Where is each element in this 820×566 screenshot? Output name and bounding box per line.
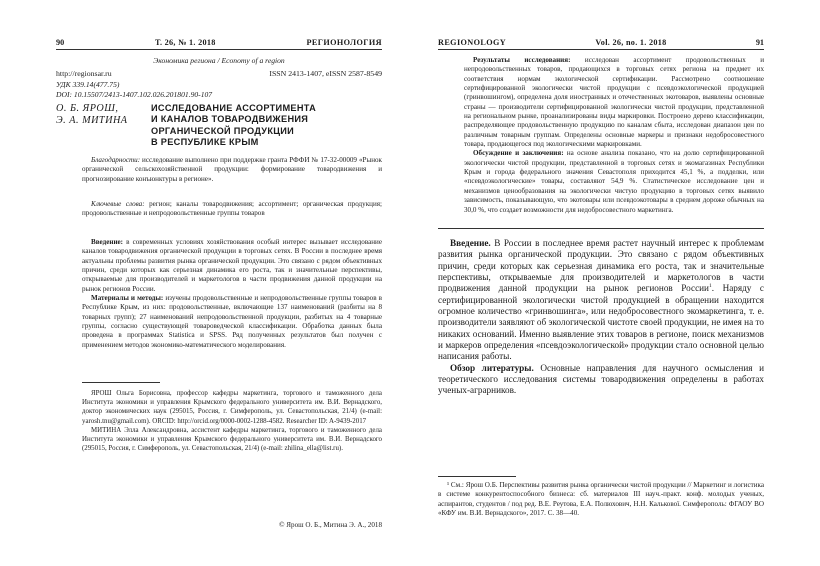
right-page: [410, 0, 820, 566]
right-running-header: [438, 38, 764, 50]
doi: DOI: 10.15507/2413-1407.102.026.201801.90-107: [56, 89, 213, 99]
issn: ISSN 2413-1407, eISSN 2587-8549: [269, 69, 382, 78]
title-line: В РЕСПУБЛИКЕ КРЫМ: [151, 136, 259, 147]
footnote-text: ¹ См.: Ярош О.Б. Перспективы развития рынка органически чистой продукции // Маркетинг и логистика в системе конкурентоспособного бизнеса: сб. материалов III науч.-практ. конф. молодых ученых, аспирантов, студентов / под ред. В.Е. Реутова, Е.А. Полюхович, Н.Н. Калькової. Симферополь: ФГАОУ ВО «КФУ им. В.И. Вернадского», 2017. С. 38—40.: [438, 481, 764, 517]
footnote-divider: [438, 476, 516, 477]
author-note: МИТИНА Элла Александровна, ассистент кафедры маркетинга, торгового и таможенного дела Института экономики и управления Крымского федерального университета им. В.И. Вернадского (295015, Россия, г. Симферополь, ул. Севастопольская, 21/4) (e-mail: zhilina_ella@list.ru).: [82, 426, 382, 453]
abstract-intro-label: Введение:: [91, 238, 124, 246]
acknowledgements-label: Благодарности:: [91, 156, 141, 164]
literature-review-text: Основные направления для научного осмысления и теоретического исследования системы товародвижения определены в работах ученых-аграрников.: [438, 362, 764, 396]
right-page-number: 91: [755, 38, 764, 47]
intro-paragraph: [438, 238, 764, 363]
keywords-text: регион; каналы товародвижения; ассортимент; органическая продукция; продовольственные и непродовольственные группы товаров: [82, 200, 382, 218]
journal-subtitle: Экономика региона / Economy of a region: [153, 56, 285, 65]
abstract-divider: [438, 228, 764, 229]
author-notes: [82, 389, 382, 453]
website-link[interactable]: http://regionsar.ru: [56, 69, 112, 78]
intro-text: В России в последнее время растет научный интерес к проблемам развития рынка органической продукции. Это связано с рядом объективных причин, среди которых как серьезная динамика его роста, так и значительные перспективы, открываемые для производителей и маркетологов в части продвижения данной продукции на рынок регионов России: [438, 238, 764, 294]
acknowledgements-text: исследование выполнено при поддержке гранта РФФИ № 17-32-00009 «Рынок органической сельскохозяйственной продукции: формирование товародвижения и прогнозирование конъюнктуры в регионе».: [82, 156, 382, 183]
author-note: ЯРОШ Ольга Борисовна, профессор кафедры маркетинга, торгового и таможенного дела Института экономики и управления Крымского федерального университета им. В.И. Вернадского, доктор экономических наук (295015, Россия, г. Симферополь, ул. Севастопольская, 21/4) (e-mail: yarosh.tnu@gmail.com). ORCID: http://orcid.org/0000-0002-1288-4582. Researcher ID: A-9439-2017: [82, 390, 382, 425]
author-notes-divider: [82, 382, 160, 383]
author-name: О. Б. ЯРОШ,: [56, 103, 119, 114]
title-line: И КАНАЛОВ ТОВАРОДВИЖЕНИЯ: [151, 114, 309, 125]
identifier-row: [56, 69, 382, 78]
title-line: ИССЛЕДОВАНИЕ АССОРТИМЕНТА: [151, 103, 317, 113]
keywords: [82, 200, 382, 219]
abstract-discussion-text: на основе анализа показано, что на долю сертифицированной экологически чистой продукции, представленной в торговых сетях и экомагазинах Республики Крым и города федерального значения Севастополя приходится 45,1 %, а подделки, или «псевдоэкологические» товары, составляют 54,9 %. Статистическое исследование цен и механизмов ценообразования на экологически чистую продукцию в торговых сетях выявило зависимость, показывающую, что экотовары или псевдоэкотовары в среднем дороже обычных на 30,0 %, что создает возможности для недобросовестного маркетинга.: [464, 149, 764, 214]
literature-review-paragraph: [438, 363, 764, 397]
author-list: [56, 103, 148, 127]
abstract-results-text: исследован ассортимент продовольственных и непродовольственных товаров, продающихся в торговых сетях региона на предмет их соответствия нормам экологической сертификации. Рассмотрено соотношение сертифицированной экологически чистой продукции с псевдоэкологической продукцией (гринвошингом), определена доля иностранных и отечественных экотоваров, выявлены основные страны — производители сертифицированной экологически чистой продукции, представленной на региональном рынке, проанализированы виды маркировки. Построено дерево классификации, распределяющее продовольственную продукцию по каналам сбыта, исследован диапазон цен по различным товарным группам. Определены основные маркеры и признаки недобросовестного товара, продающегося под экологическими маркировками.: [464, 56, 764, 149]
author-name: Э. А. МИТИНА: [56, 115, 128, 127]
intro-text-continued: . Наряду с сертифицированной экологически чистой продукцией в обращении находится огромное количество «гринвошинга», или недобросовестного экомаркетинга, т. е. производители заявляют об экологической чистоте своей продукции, не имея на то никаких оснований. Именно выявление этих товаров в регионе, поиск механизмов и маркеров определения «псевдоэкологической» продукции стало основной целью написания работы.: [438, 283, 764, 362]
right-journal-name: REGIONOLOGY: [438, 38, 507, 47]
keywords-label: Ключевые слова:: [91, 200, 145, 208]
acknowledgements: [82, 156, 382, 184]
footnote: [438, 481, 764, 518]
abstract-discussion-label: Обсуждение и заключения:: [473, 149, 564, 158]
article-title: [151, 103, 382, 148]
intro-heading: Введение.: [450, 238, 491, 248]
literature-review-heading: Обзор литературы.: [450, 362, 534, 373]
left-volume-info: Т. 26, № 1. 2018: [155, 38, 216, 47]
footnote-reference[interactable]: 1: [708, 283, 712, 290]
abstract-part-1: [82, 238, 382, 350]
left-running-header: [56, 38, 382, 50]
copyright-notice: © Ярош О. Б., Митина Э. А., 2018: [279, 521, 382, 529]
udk-code: УДК 339.14(477.75): [56, 80, 120, 89]
left-journal-name: РЕГИОНОЛОГИЯ: [306, 38, 382, 47]
abstract-results-label: Результаты исследования:: [473, 56, 571, 64]
abstract-methods-label: Материалы и методы:: [91, 294, 164, 303]
abstract-methods-text: изучены продовольственные и непродовольственные группы товаров в Республике Крым, из них: продовольственные, включающие 137 наименований (разбиты на 8 товарных групп); 27 наименований непродовольственной продукции, разбитых на 4 товарные группы, согласно существующей товароведческой классификации. Обработка данных была проведена в программах Statistica и SPSS. Ряд полученных результатов был получен с применением методов экономико-математического моделирования.: [82, 294, 382, 349]
left-page-number: 90: [56, 38, 65, 47]
abstract-part-2: [464, 56, 764, 215]
article-body: [438, 238, 764, 397]
title-line: ОРГАНИЧЕСКОЙ ПРОДУКЦИИ: [151, 125, 295, 136]
right-volume-info: Vol. 26, no. 1. 2018: [595, 38, 667, 47]
abstract-intro-text: в современных условиях хозяйствования особый интерес вызывает исследование каналов товародвижения органической продукции в торговых сетях. В России в последнее время актуальны проблемы развития рынка органической продукции. Это связано с рядом объективных причин, среди которых как серьезная динамика его роста, так и значительные перспективы, открываемые для производителей и маркетологов в части продвижения данной продукции на рынок регионов России.: [82, 238, 382, 293]
